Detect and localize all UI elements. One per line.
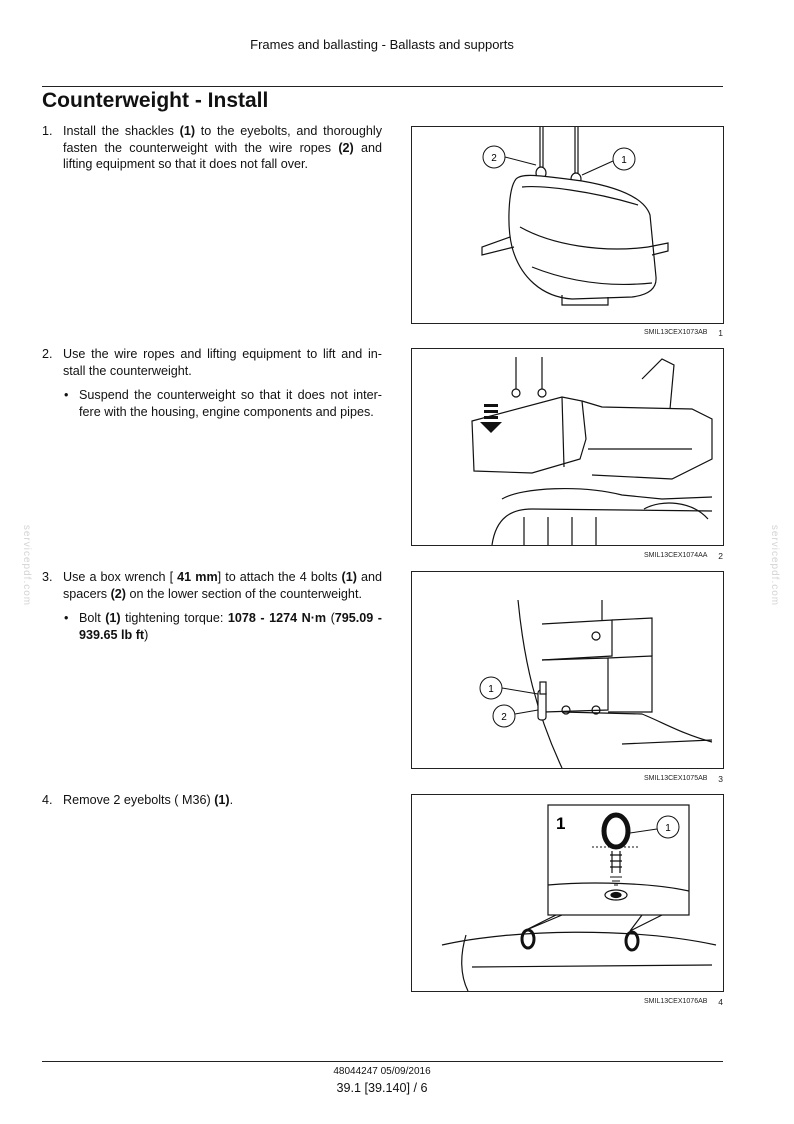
watermark-left: servicepdf.com: [21, 524, 33, 607]
step-number: 2.: [42, 347, 53, 361]
figure-number: 1: [718, 328, 723, 338]
svg-text:1: 1: [488, 684, 494, 695]
footer-rule: [42, 1061, 723, 1062]
figure-code: SMIL13CEX1075AB: [644, 775, 708, 782]
eyebolt-removal-illustration: [412, 795, 723, 991]
step-2: [42, 346, 382, 420]
step-number: 3.: [42, 570, 53, 584]
step-3: [42, 569, 382, 643]
step-number: 4.: [42, 793, 53, 807]
counterweight-lifting-illustration: [412, 127, 723, 323]
svg-text:2: 2: [501, 712, 507, 723]
bolt-attachment-illustration: [412, 572, 723, 768]
step-text: Remove 2 eyebolts ( M36) (1).: [63, 793, 234, 807]
callout-2: [483, 146, 536, 168]
callout-2: [493, 705, 538, 727]
watermark-right: servicepdf.com: [769, 524, 781, 607]
header-rule: [42, 86, 723, 87]
detail-panel-label: 1: [556, 814, 566, 833]
figure-code: SMIL13CEX1074AA: [644, 552, 708, 559]
callout-1: [582, 148, 635, 175]
page-number: 39.1 [39.140] / 6: [336, 1081, 428, 1095]
step-text: Install the shackles (1) to the eyebolts, and thoroughly fasten the counterweight with the wire ropes (2) and lifting equipment so that it does not fall over.: [63, 124, 382, 171]
figure-code: SMIL13CEX1076AB: [644, 998, 708, 1005]
figure-number: 4: [718, 997, 723, 1007]
page-title: Counterweight - Install: [42, 89, 269, 112]
figure-3: [411, 571, 724, 769]
figure-code: SMIL13CEX1073AB: [644, 329, 708, 336]
bullet-dot: •: [64, 611, 69, 625]
callout-1: [480, 677, 538, 699]
step-text: Use a box wrench [ 41 mm] to attach the 4 bolts (1) and spacers (2) on the lower section of the counterweight.: [63, 570, 383, 601]
bullet-item: • Bolt (1) tightening torque: 1078 - 1274 N·m (795.09 - 939.65 lb ft): [64, 611, 382, 642]
figure-number: 2: [718, 551, 723, 561]
figure-1: [411, 126, 724, 324]
svg-text:1: 1: [621, 155, 627, 166]
step-number: 1.: [42, 124, 53, 138]
running-header: Frames and ballasting - Ballasts and supports: [250, 37, 514, 52]
bullet-dot: •: [64, 388, 69, 402]
svg-text:1: 1: [665, 823, 671, 834]
step-1: [42, 123, 382, 173]
figure-number: 3: [718, 774, 723, 784]
document-number: 48044247 05/09/2016: [333, 1066, 431, 1077]
counterweight-install-illustration: [412, 349, 723, 545]
step-text: Use the wire ropes and lifting equipment to lift and in- stall the counterweight.: [63, 347, 382, 378]
figure-2: [411, 348, 724, 546]
figure-4: [411, 794, 724, 992]
step-4: [42, 792, 382, 809]
svg-text:2: 2: [491, 153, 497, 164]
bullet-item: • Suspend the counterweight so that it does not inter- fere with the housing, engine components and pipes.: [64, 388, 382, 419]
